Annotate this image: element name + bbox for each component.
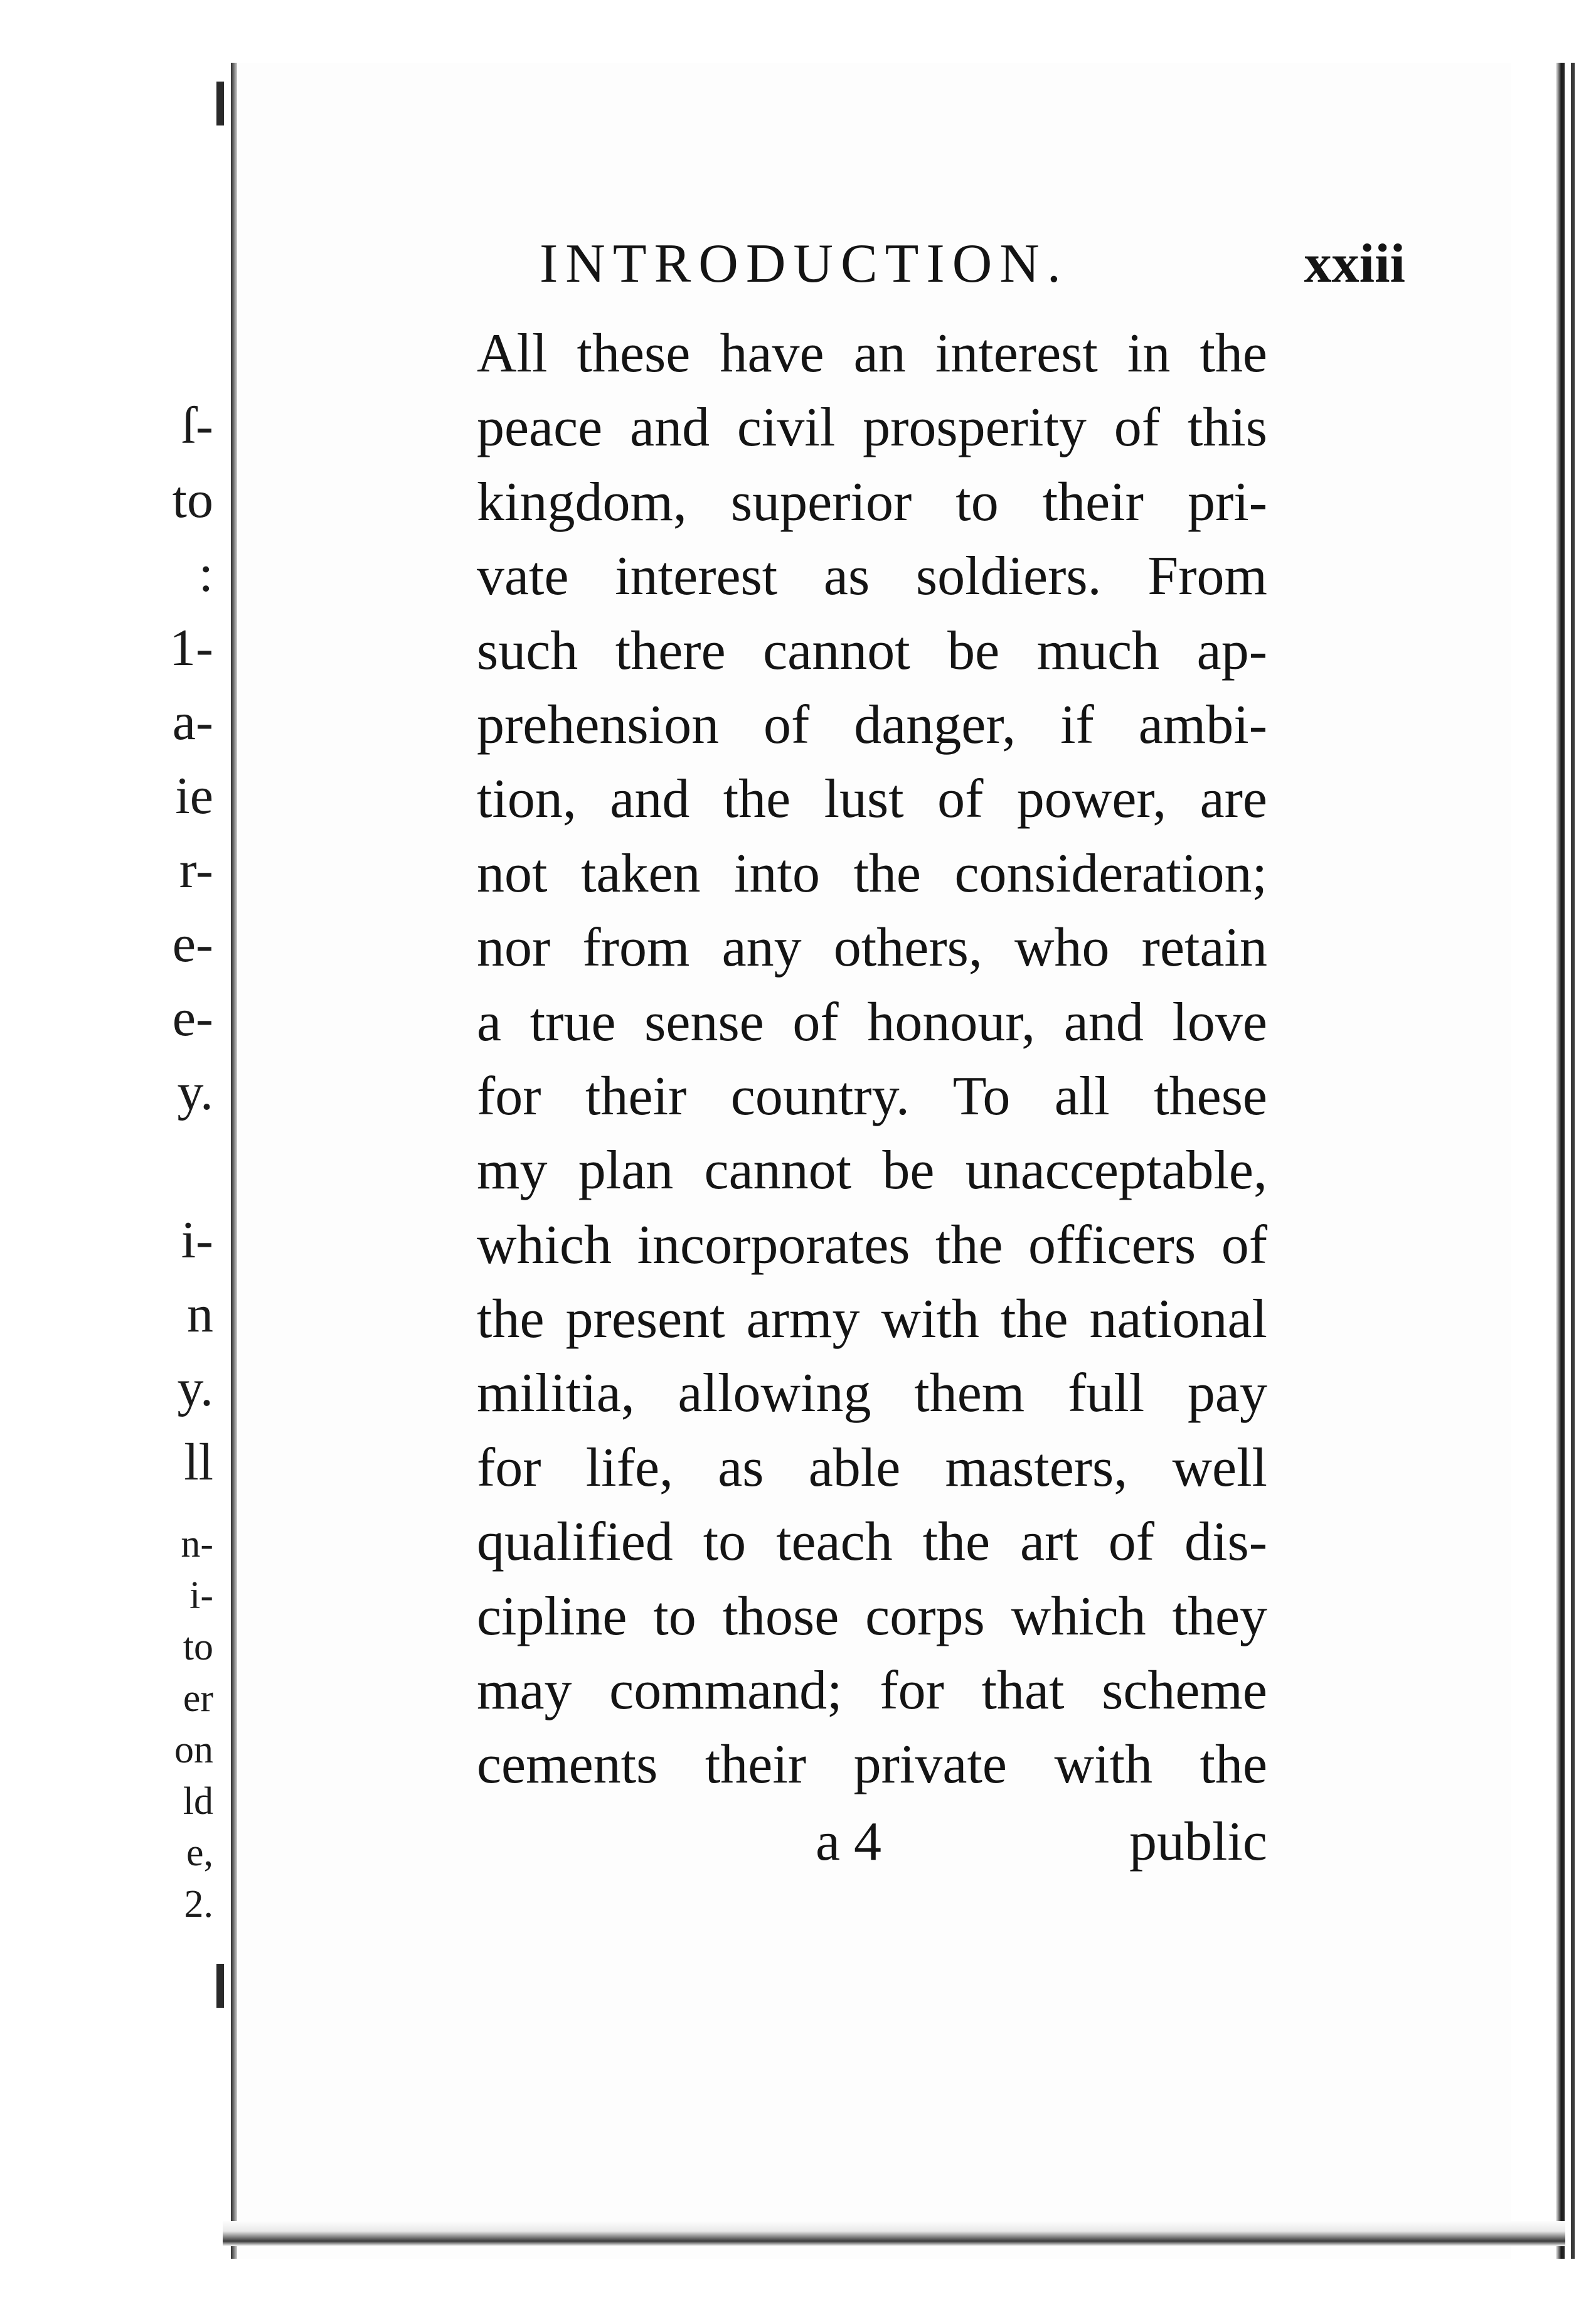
- left-page-fragment: e,: [186, 1831, 213, 1874]
- page-edge: [1556, 63, 1565, 2259]
- left-page-fragment: r-: [179, 841, 213, 899]
- book-gutter: [231, 63, 237, 2259]
- left-page-fragment: ie: [175, 767, 213, 825]
- body-text: [477, 317, 1267, 1803]
- signature-mark: a 4: [816, 1811, 882, 1872]
- text-line: All these have an interest in the: [477, 323, 1267, 384]
- left-page-fragment: [13, 1129, 213, 1203]
- text-line: kingdom, superior to their pri-: [477, 471, 1267, 533]
- text-line: my plan cannot be unacceptable,: [477, 1140, 1267, 1202]
- left-page-fragment: ll: [184, 1433, 213, 1491]
- gutter-mark: [216, 1964, 224, 2008]
- text-line: cements their private with the: [477, 1734, 1267, 1796]
- page-footer: [477, 1810, 1267, 1884]
- left-page-fragment: er: [183, 1677, 213, 1720]
- left-page-fragment: n-: [181, 1523, 213, 1565]
- left-page-fragment: e-: [172, 915, 213, 973]
- catchword: public: [1129, 1811, 1267, 1872]
- page-bottom-edge: [223, 2221, 1565, 2246]
- page-number: xxiii: [1304, 233, 1405, 294]
- left-page-fragment: ld: [183, 1780, 213, 1823]
- page-edge-outer: [1571, 63, 1575, 2259]
- left-page-fragment: on: [174, 1729, 213, 1771]
- left-page-fragment: 1-: [169, 619, 213, 677]
- left-page-fragment: i-: [181, 1211, 213, 1269]
- left-page-fragment: y.: [177, 1359, 213, 1417]
- text-line: which incorporates the officers of: [477, 1214, 1267, 1276]
- text-line: tion, and the lust of power, are: [477, 769, 1267, 830]
- left-page-fragment: to: [183, 1626, 213, 1668]
- text-line: prehension of danger, if ambi-: [477, 694, 1267, 755]
- left-page-fragment: a-: [172, 693, 213, 751]
- left-page-fragment: n: [187, 1285, 213, 1343]
- left-page-fragment: to: [172, 471, 213, 529]
- text-line: vate interest as soldiers. From: [477, 546, 1267, 607]
- left-page-text-fragments: [13, 389, 213, 1930]
- left-page-fragment: i-: [189, 1574, 213, 1617]
- text-line: the present army with the national: [477, 1289, 1267, 1350]
- left-page: [0, 63, 226, 2252]
- page-header: [477, 232, 1405, 301]
- text-line: such there cannot be much ap-: [477, 620, 1267, 681]
- text-line: for life, as able masters, well: [477, 1437, 1267, 1498]
- left-page-fragment: ſ-: [181, 397, 213, 455]
- text-line: cipline to those corps which they: [477, 1586, 1267, 1647]
- gutter-mark: [216, 82, 224, 125]
- left-page-fragment: :: [198, 545, 213, 603]
- text-line: not taken into the consideration;: [477, 843, 1267, 904]
- text-line: militia, allowing them full pay: [477, 1363, 1267, 1424]
- text-line: nor from any others, who retain: [477, 917, 1267, 979]
- left-page-fragment: 2.: [184, 1883, 213, 1926]
- left-page-fragment: y.: [177, 1063, 213, 1121]
- left-page-fragment: e-: [172, 989, 213, 1047]
- text-line: for their country. To all these: [477, 1065, 1267, 1127]
- text-line: may command; for that scheme: [477, 1660, 1267, 1722]
- text-line: qualified to teach the art of dis-: [477, 1511, 1267, 1573]
- running-head: INTRODUCTION.: [540, 233, 1068, 294]
- text-line: a true sense of honour, and love: [477, 991, 1267, 1053]
- text-line: peace and civil prosperity of this: [477, 397, 1267, 459]
- scan-top-margin: [0, 0, 1591, 63]
